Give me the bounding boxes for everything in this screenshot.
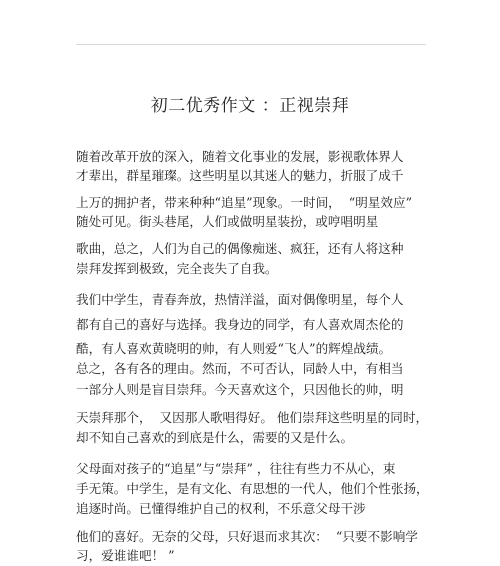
paragraph-line: 崇拜发挥到极致，完全丧失了自我。 bbox=[76, 261, 278, 276]
paragraph-line: 随处可见。街头巷尾，人们或做明星装扮，或哼唱明星 bbox=[76, 214, 379, 229]
paragraph-line: 酷，有人喜欢黄晓明的帅，有人则爱“飞人”的辉煌战绩。 bbox=[76, 341, 392, 356]
paragraph-line: 手无策。中学生，是有文化、有思想的一代人，他们个性张扬， bbox=[76, 481, 429, 496]
paragraph-line: 都有自己的喜好与选择。我身边的同学，有人喜欢周杰伦的 bbox=[76, 317, 404, 332]
paragraph-line: 我们中学生，青春奔放，热情洋溢，面对偶像明星，每个人 bbox=[76, 292, 404, 307]
paragraph-line: 天崇拜那个， 又因那人歌唱得好。 他们崇拜这些明星的同时， bbox=[76, 410, 429, 425]
paragraph-line: 却不知自己喜欢的到底是什么，需要的又是什么。 bbox=[76, 430, 354, 445]
paragraph-line: 总之，各有各的理由。然而，不可否认，同龄人中，有相当 bbox=[76, 361, 404, 376]
paragraph-line: 习，爱谁谁吧！ ” bbox=[76, 548, 175, 563]
document-title: 初二优秀作文 ：正视崇拜 bbox=[150, 96, 350, 116]
paragraph-line: 上万的拥护者，带来种种“追星”现象。一时间， “明星效应” bbox=[76, 195, 413, 210]
header-divider bbox=[76, 44, 426, 45]
paragraph-line: 他们的喜好。无奈的父母，只好退而求其次： “只要不影响学 bbox=[76, 529, 418, 544]
paragraph-line: 随着改革开放的深入，随着文化事业的发展，影视歌体界人 bbox=[76, 149, 404, 164]
paragraph-line: 歌曲，总之，人们为自己的偶像痴迷、疯狂，还有人将这种 bbox=[76, 241, 404, 256]
paragraph-line: 才辈出，群星璀璨。这些明星以其迷人的魅力，折服了成千 bbox=[76, 168, 404, 183]
paragraph-line: 一部分人则是盲目崇拜。今天喜欢这个，只因他长的帅，明 bbox=[76, 382, 404, 397]
paragraph-line: 父母面对孩子的“追星”与“崇拜” ，往往有些力不从心，束 bbox=[76, 461, 396, 476]
paragraph-line: 追逐时尚。已懂得维护自己的权利，不乐意父母干涉 bbox=[76, 501, 366, 516]
